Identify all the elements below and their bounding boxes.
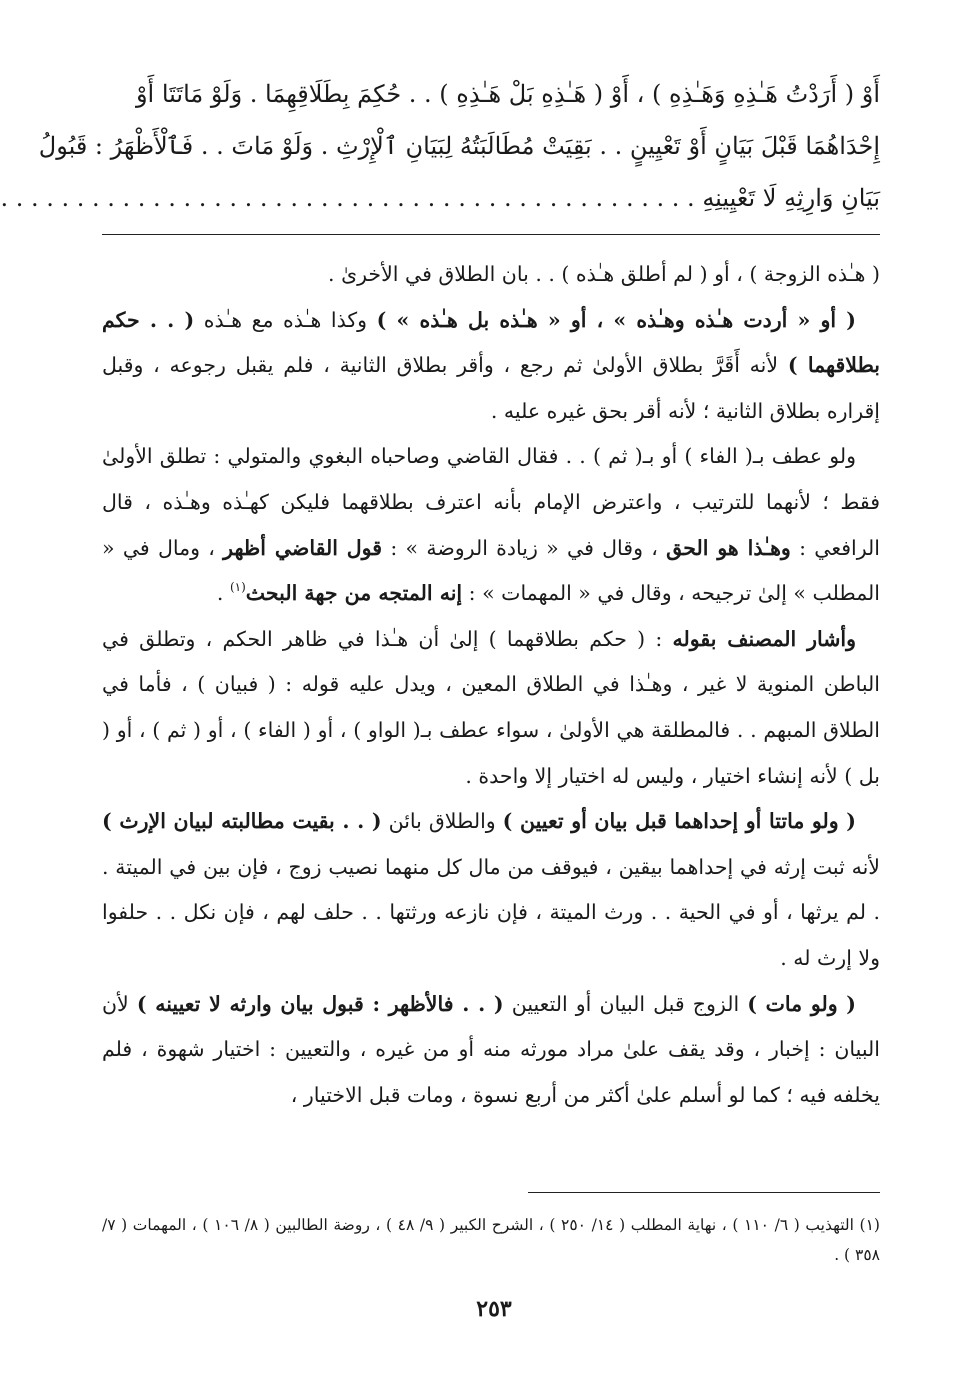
commentary-text: الزوج قبل البيان أو التعيين (503, 991, 748, 1016)
commentary-text: ، ومال في « المطلب » إلىٰ ترجيحه ، وقال في « المهمات » : (102, 535, 880, 606)
commentary-text: وكذا هـٰذه مع هـٰذه (194, 307, 377, 332)
matn-separator-rule (102, 234, 880, 235)
commentary-text: . (216, 581, 230, 606)
matn-line: إِحْدَاهُمَا قَبْلَ بَيَانٍ أَوْ تَعْيِينٍ . . بَقِيَتْ مُطَالَبَتُهُ لِبَيَانِ ٱلْإِرْثِ . وَلَوْ مَاتَ . . فَٱلْأَظْهَرُ : قَبُولُ (38, 132, 880, 160)
emphasis-text: وأشار المصنف بقوله (672, 626, 857, 651)
emphasis-text: قول القاضي أظهر (223, 535, 383, 560)
footnote-separator-rule (528, 1192, 880, 1193)
commentary-text: لأنه أَقَرَّ بطلاق الأولىٰ ثم رجع ، وأقر بطلاق الثانية ، فلم يقبل رجوعه ، وقبل إقراره بطلاق الثانية ؛ لأنه أقر بحق غيره عليه . (102, 353, 880, 423)
footnote-text: (١) التهذيب ( ٦/ ١١٠ ) ، نهاية المطلب ( ١٤/ ٢٥٠ ) ، الشرح الكبير ( ٩/ ٤٨ ) ، روضة الطالبين ( ٨/ ١٠٦ ) ، المهمات ( ٧/ ٣٥٨ ) . (102, 1216, 880, 1264)
commentary-block (102, 252, 880, 1118)
footnote-block (102, 1210, 880, 1270)
commentary-paragraph (102, 434, 880, 616)
commentary-text: : ( حكم بطلاقهما ) إلىٰ أن هـٰذا في ظاهر الحكم ، وتطلق في الباطن المنوية لا غير ، وهـٰذا في الطلاق المعين ، ويدل عليه قوله : ( فبيان ) ، فأما في الطلاق المبهم . . فالمطلقة هي الأولىٰ ، سواء عطف بـ( الواو ) ، أو ( الفاء ) ، أو ( ثم ) ، أو ( بل ) لأنه إنشاء اختيار ، وليس له اختيار إلا واحدة . (102, 626, 880, 788)
commentary-text: ( هـٰذه الزوجة ) ، أو ( لم أطلق هـٰذه ) . . بان الطلاق في الأخرىٰ . (328, 262, 880, 286)
commentary-paragraph (102, 617, 880, 799)
emphasis-text: إنه المتجه من جهة البحث (245, 581, 463, 606)
emphasis-text: وهـٰذا هو الحق (666, 535, 791, 560)
matn-quote: ( ولو مات ) (747, 991, 857, 1016)
commentary-paragraph (102, 799, 880, 981)
matn-block (0, 68, 880, 213)
matn-quote: ( . . حكم بطلاقهما ) (102, 307, 880, 378)
matn-quote: ( أو « أردت هـٰذه وهـٰذه » ، أو « هـٰذه بل هـٰذه » ) (376, 307, 856, 332)
commentary-paragraph (102, 298, 880, 435)
matn-quote: ( . . فالأظهر : قبول بيان وارثه لا تعيينه ) (136, 991, 504, 1016)
footnote-reference[interactable]: (١) (229, 580, 246, 595)
matn-text (0, 68, 880, 213)
page-number: ٢٥٣ (476, 1296, 512, 1322)
matn-line: أَوْ ( أَرَدْتُ هَـٰذِهِ وَهَـٰذِهِ ) ، أَوْ ( هَـٰذِهِ بَلْ هَـٰذِهِ ) . . حُكِمَ بِطَلَاقِهِمَا . وَلَوْ مَاتَتَا أَوْ (135, 80, 880, 108)
commentary-text: ولو عطف بـ( الفاء ) أو بـ( ثم ) . . فقال القاضي وصاحباه البغوي والمتولي : تطلق الأولىٰ فقط ؛ لأنهما للترتيب ، واعترض الإمام بأنه اعترف بطلاقهما فليكن كهـٰذه وهـٰذه ، قال الرافعي : (102, 444, 880, 560)
commentary-paragraph (102, 252, 880, 298)
commentary-text: والطلاق بائن (381, 809, 503, 834)
commentary-text: لأن البيان : إخبار ، وقد يقف علىٰ مراد مورثه منه أو من غيره ، والتعيين : اختيار شهوة ، فلم يخلفه فيه ؛ كما لو أسلم علىٰ أكثر من أربع نسوة ، ومات قبل الاختيار ، (102, 991, 880, 1107)
commentary-text: لأنه ثبت إرثه في إحداهما بيقين ، فيوقف من مال كل منهما نصيب زوج ، فإن بين في الميتة . . لم يرثها ، أو في الحية . . ورث الميتة ، فإن نازعه ورثتها . . حلف لهم ، فإن نكل . . حلفوا ولا إرث له . (102, 854, 880, 970)
commentary-text: ، وقال في « زيادة الروضة » : (382, 535, 667, 560)
matn-quote: ( ولو ماتتا أو إحداهما قبل بيان أو تعيين ) (502, 809, 856, 834)
matn-quote: ( . . بقيت مطالبته لبيان الإرث ) (102, 809, 382, 834)
matn-line: بَيَانِ وَارِثِهِ لَا تَعْيِينِهِ . . . . . . . . . . . . . . . . . . . . . . . . . . . . . . . . . . . . . . . . . . . . . . (0, 184, 880, 212)
commentary-paragraph (102, 982, 880, 1119)
